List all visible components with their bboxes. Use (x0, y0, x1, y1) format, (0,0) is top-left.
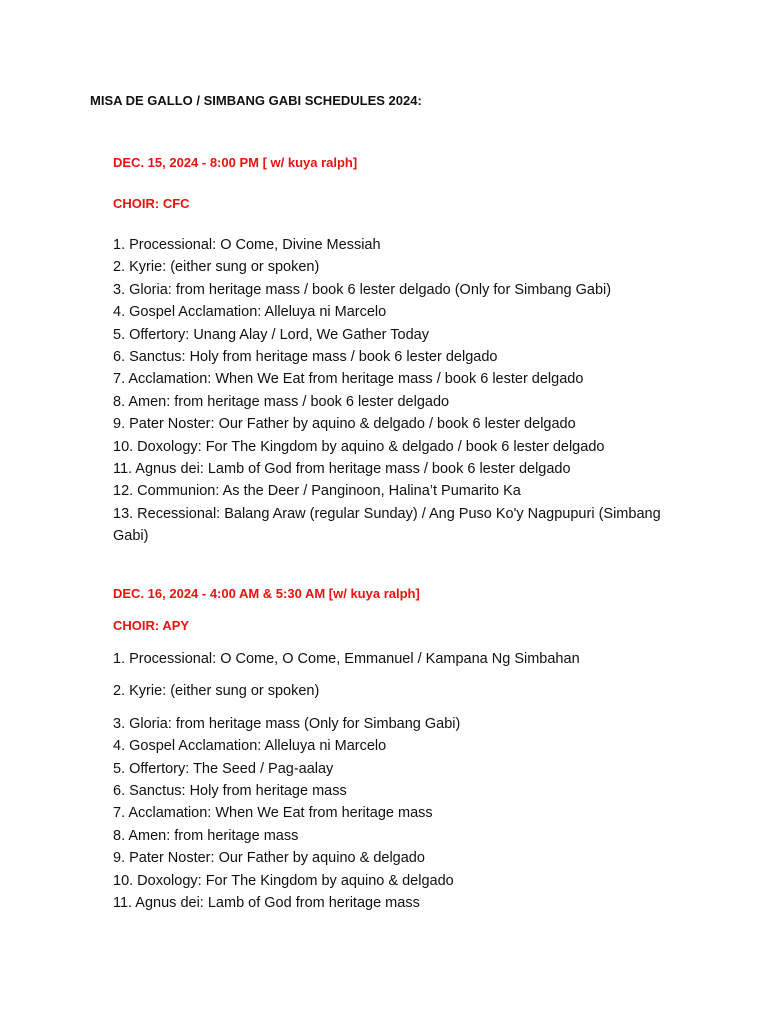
list-item: 4. Gospel Acclamation: Alleluya ni Marcelo (113, 738, 387, 755)
list-item: 6. Sanctus: Holy from heritage mass (113, 783, 347, 800)
list-item: 12. Communion: As the Deer / Panginoon, Halina’t Pumarito Ka (113, 483, 521, 500)
section-1-song-list (113, 234, 693, 548)
list-item: 10. Doxology: For The Kingdom by aquino & delgado (113, 872, 454, 889)
list-item: 13. Recessional: Balang Araw (regular Sunday) / Ang Puso Ko'y Nagpupuri (Simbang Gabi) (113, 505, 661, 545)
section-2-song-list (113, 648, 693, 914)
list-item: 2. Kyrie: (either sung or spoken) (113, 259, 320, 276)
list-item: 9. Pater Noster: Our Father by aquino & delgado / book 6 lester delgado (113, 416, 576, 433)
list-item: 5. Offertory: Unang Alay / Lord, We Gather Today (113, 326, 429, 343)
list-item: 7. Acclamation: When We Eat from heritage mass / book 6 lester delgado (113, 371, 584, 388)
list-item: 3. Gloria: from heritage mass / book 6 lester delgado (Only for Simbang Gabi) (113, 281, 612, 298)
list-item: 8. Amen: from heritage mass (113, 827, 299, 844)
list-item: 4. Gospel Acclamation: Alleluya ni Marcelo (113, 304, 387, 321)
section-2-date-heading: DEC. 16, 2024 - 4:00 AM & 5:30 AM [w/ kuya ralph] (113, 586, 420, 601)
list-item: 1. Processional: O Come, O Come, Emmanuel / Kampana Ng Simbahan (113, 651, 580, 667)
list-item: 11. Agnus dei: Lamb of God from heritage mass / book 6 lester delgado (113, 461, 571, 478)
list-item: 9. Pater Noster: Our Father by aquino & delgado (113, 850, 425, 867)
list-item: 3. Gloria: from heritage mass (Only for Simbang Gabi) (113, 715, 461, 732)
list-item: 1. Processional: O Come, Divine Messiah (113, 237, 381, 253)
list-item: 6. Sanctus: Holy from heritage mass / book 6 lester delgado (113, 349, 498, 366)
section-2-choir-heading: CHOIR: APY (113, 618, 190, 633)
list-item: 10. Doxology: For The Kingdom by aquino & delgado / book 6 lester delgado (113, 438, 605, 455)
section-1-date-heading: DEC. 15, 2024 - 8:00 PM [ w/ kuya ralph] (113, 155, 358, 170)
list-item: 8. Amen: from heritage mass / book 6 lester delgado (113, 393, 450, 410)
page-title: MISA DE GALLO / SIMBANG GABI SCHEDULES 2024: (90, 93, 422, 108)
section-1-choir-heading: CHOIR: CFC (113, 196, 190, 211)
list-item: 7. Acclamation: When We Eat from heritage mass (113, 805, 433, 822)
list-item: 11. Agnus dei: Lamb of God from heritage mass (113, 895, 420, 912)
list-item: 5. Offertory: The Seed / Pag-aalay (113, 760, 334, 777)
list-item: 2. Kyrie: (either sung or spoken) (113, 683, 320, 700)
